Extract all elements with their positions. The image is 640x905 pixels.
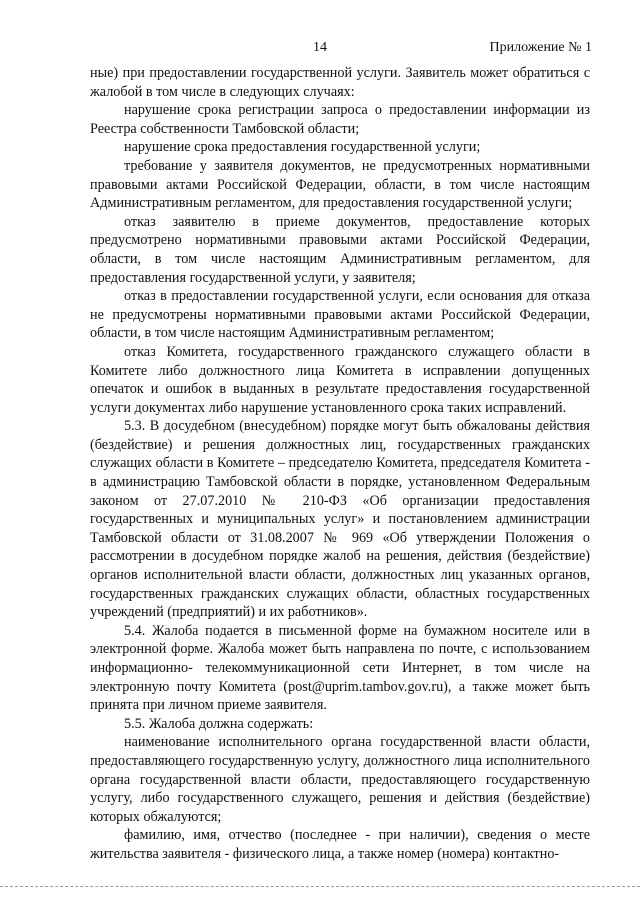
paragraph-complaint-content-applicant: фамилию, имя, отчество (последнее - при наличии), сведения о месте жительства заявителя - физического лица, а также номер (номера) контактно- [90,827,590,862]
paragraph-continuation: ные) при предоставлении государственной услуги. Заявитель может обратиться с жалобой в том числе в следующих случаях: [90,65,590,100]
paragraph-complaint-case-corrections: отказ Комитета, государственного гражданского служащего области в Комитете либо должностного лица Комитета в исправлении допущенных опечаток и ошибок в выданных в результате предоставления государственной услуги документах либо нарушение установленного срока таких исправлений. [90,343,590,416]
paragraph-complaint-case-documents: требование у заявителя документов, не предусмотренных нормативными правовыми актами Российской Федерации, области, в том числе настоящим Административным регламентом, для предоставления государственной услуги; [90,157,590,212]
paragraph-complaint-case-registration: нарушение срока регистрации запроса о предоставлении информации из Реестра собственности Тамбовской области; [90,102,590,137]
paragraph-section-5-4: 5.4. Жалоба подается в письменной форме на бумажном носителе или в электронной форме. Жалоба может быть направлена по почте, с использованием информационно- телекоммуникационной сети Интернет, в том числе на электронную почту Комитета (post@uprim.tambov.gov.ru), а также может быть принята при личном приеме заявителя. [90,622,590,714]
page-number: 14 [313,40,327,55]
appendix-label: Приложение № 1 [489,40,592,55]
paragraph-section-5-5: 5.5. Жалоба должна содержать: [124,715,314,732]
paragraph-complaint-case-deadline: нарушение срока предоставления государственной услуги; [124,139,481,156]
paragraph-complaint-case-refusal-service: отказ в предоставлении государственной услуги, если основания для отказа не предусмотрены нормативными правовыми актами Российской Федерации, области, в том числе настоящим Административным регламентом; [90,288,590,342]
paragraph-section-5-3: 5.3. В досудебном (внесудебном) порядке могут быть обжалованы действия (бездействие) и решения должностных лиц, государственных гражданских служащих области в Комитете – председателю Комитета, председателя Комитета - в администрацию Тамбовской области в порядке, установленном Федеральным законом от 27.07.2010 № 210-ФЗ «Об организации предоставления государственных и муниципальных услуг» и постановлением администрации Тамбовской области от 31.08.2007 № 969 «Об утверждении Положения о рассмотрении в досудебном порядке жалоб на решения, действия (бездействие) органов исполнительной власти области, должностных лиц указанных органов, государственных гражданских служащих области, областных государственных учреждений (предприятий) и их работников». [90,418,590,621]
paragraph-complaint-content-authority: наименование исполнительного органа государственной власти области, предоставляющего государственную услугу, должностного лица исполнительного органа государственной власти области, предоставляющего государственную услугу, либо государственного служащего, решения и действия (бездействие) которых обжалуются; [90,734,590,825]
paragraph-complaint-case-refusal-acceptance: отказ заявителю в приеме документов, предоставление которых предусмотрено нормативными правовыми актами Российской Федерации, области, в том числе настоящим Административным регламентом, для предоставления государственной услуги, у заявителя; [90,213,590,286]
body-text [90,64,590,864]
bottom-divider [0,886,640,887]
